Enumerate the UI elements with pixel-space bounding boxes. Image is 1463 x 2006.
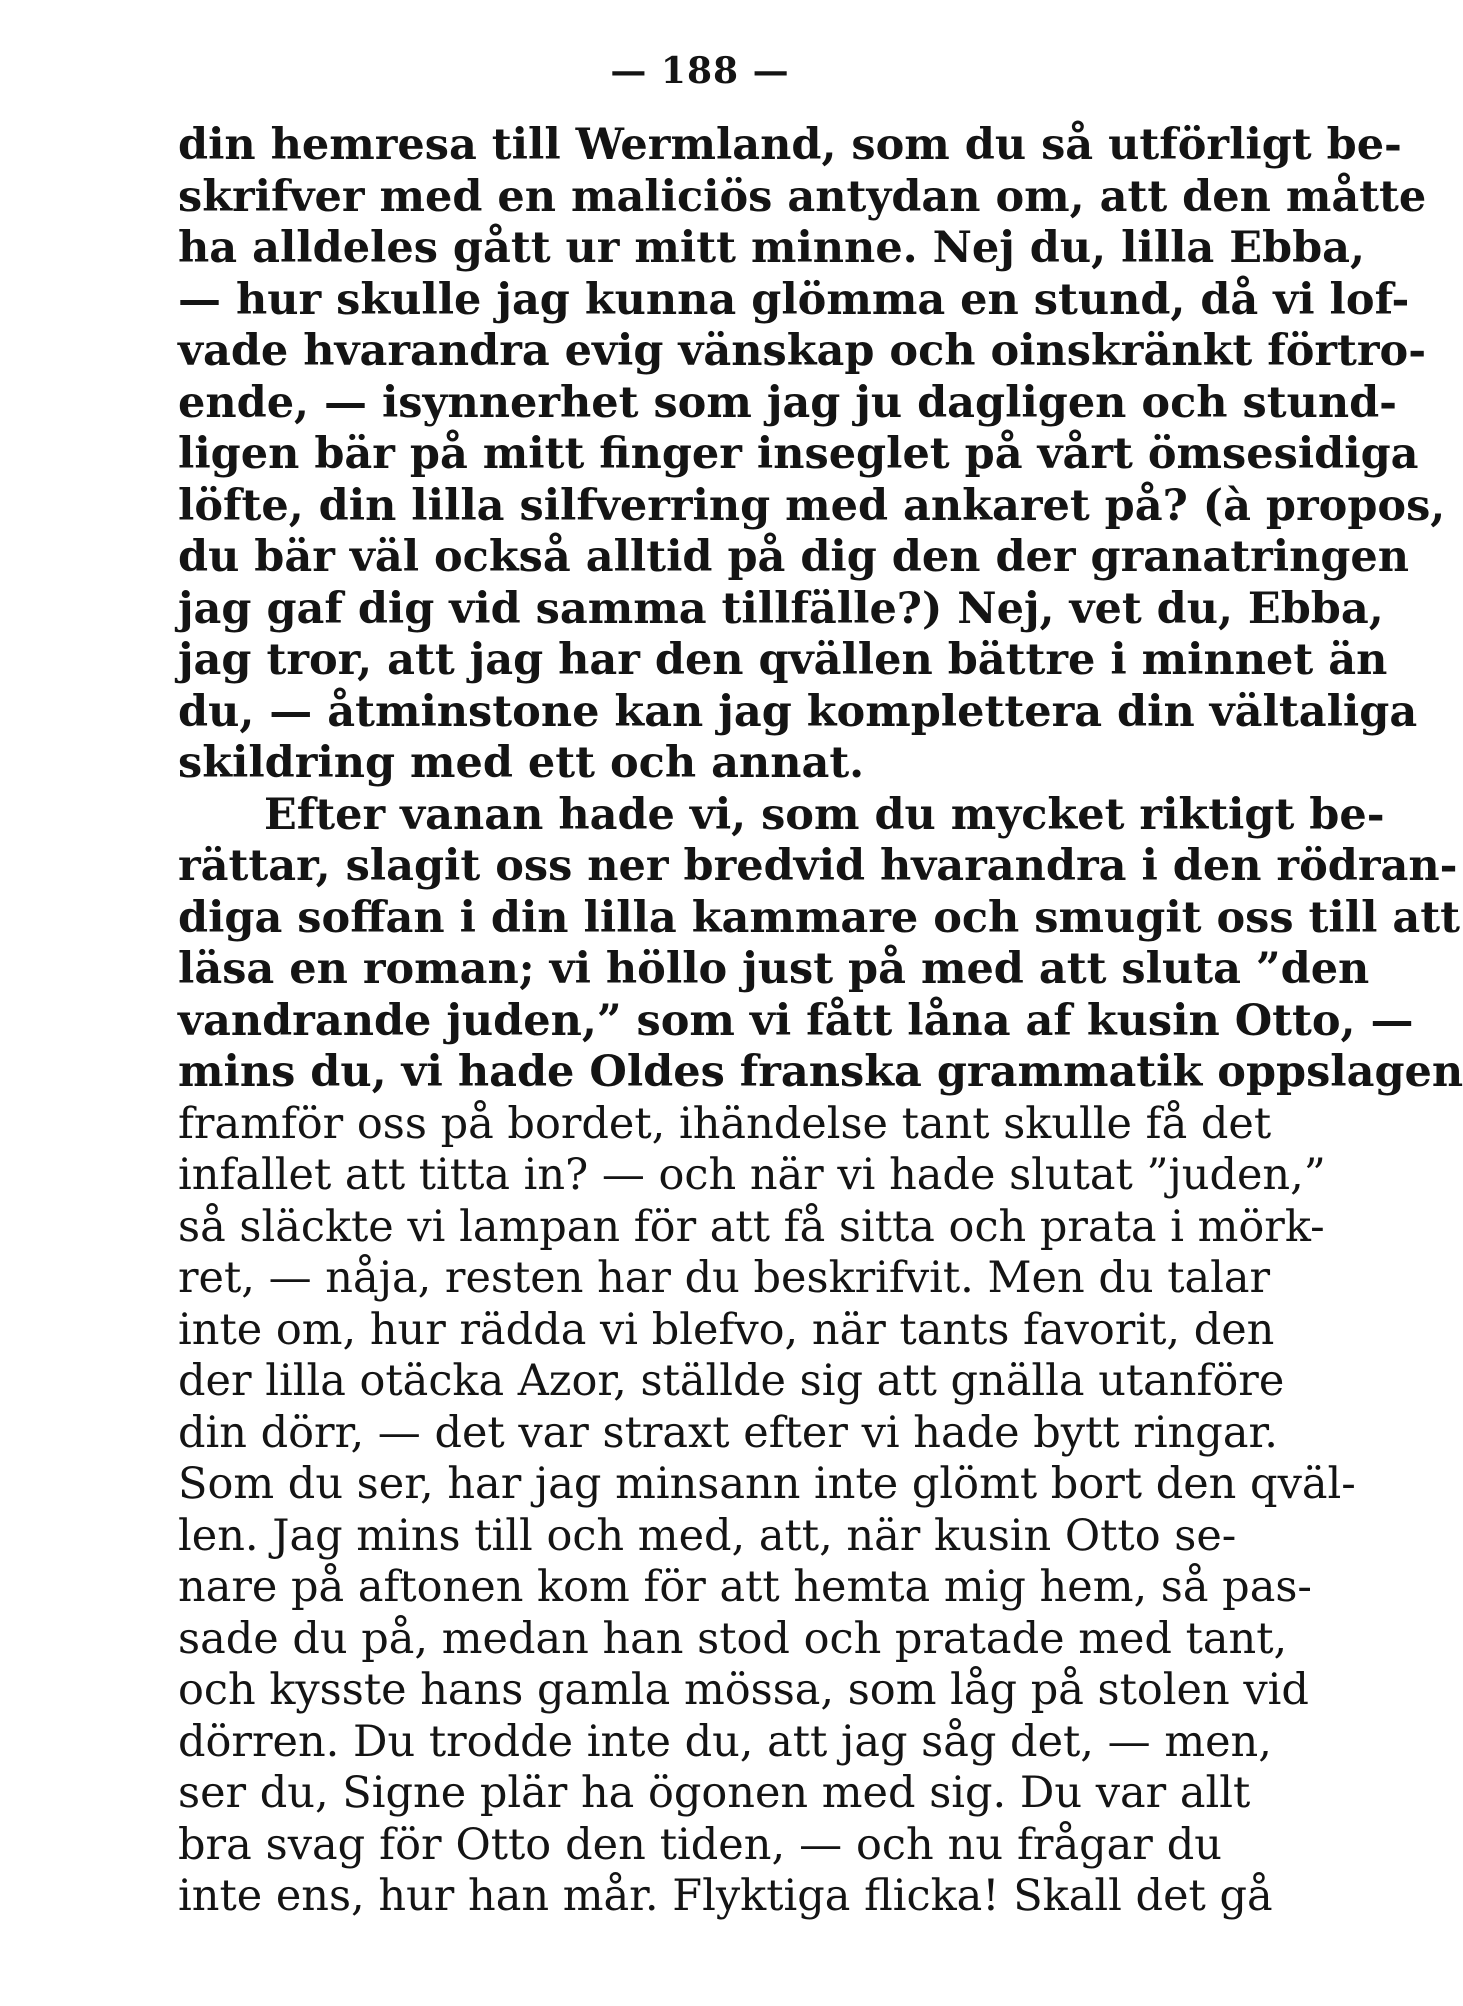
text-line: ligen bär på mitt finger inseglet på vårt ömsesidiga: [178, 429, 1419, 479]
text-line: läsa en roman; vi höllo just på med att sluta ”den: [178, 944, 1370, 994]
page-number: — 188 —: [610, 50, 790, 92]
text-line: Som du ser, har jag minsann inte glömt bort den qväl-: [178, 1459, 1356, 1509]
paragraph-end-line: skildring med ett och annat.: [178, 738, 865, 788]
text-line: — hur skulle jag kunna glömma en stund, då vi lof-: [178, 274, 1410, 325]
text-line: rättar, slagit oss ner bredvid hvarandra i den rödran-: [178, 841, 1458, 891]
text-line: inte om, hur rädda vi blefvo, när tants favorit, den: [178, 1304, 1275, 1355]
text-line: och kysste hans gamla mössa, som låg på stolen vid: [178, 1665, 1309, 1715]
text-line: ha alldeles gått ur mitt minne. Nej du, lilla Ebba,: [178, 223, 1365, 273]
text-line: nare på aftonen kom för att hemta mig hem, så pas-: [178, 1562, 1312, 1612]
text-line: ser du, Signe plär ha ögonen med sig. Du var allt: [178, 1768, 1251, 1818]
text-line: så släckte vi lampan för att få sitta och prata i mörk-: [178, 1201, 1325, 1252]
paragraph-start-line: Efter vanan hade vi, som du mycket riktigt be-: [264, 789, 1385, 840]
text-line: jag gaf dig vid samma tillfälle?) Nej, vet du, Ebba,: [178, 583, 1384, 634]
text-line: diga soffan i din lilla kammare och smugit oss till att: [178, 892, 1460, 943]
text-line: löfte, din lilla silfverring med ankaret på? (à propos,: [178, 480, 1446, 531]
text-line: sade du på, medan han stod och pratade med tant,: [178, 1613, 1288, 1664]
body-text: [178, 120, 1463, 1923]
text-line: vandrande juden,” som vi fått låna af kusin Otto, —: [178, 995, 1414, 1046]
text-line: du, — åtminstone kan jag komplettera din vältaliga: [178, 686, 1418, 737]
text-line: bra svag för Otto den tiden, — och nu frågar du: [178, 1819, 1222, 1870]
text-line: du bär väl också alltid på dig den der granatringen: [178, 532, 1410, 582]
text-line: len. Jag mins till och med, att, när kusin Otto se-: [178, 1510, 1237, 1561]
text-line: din dörr, — det var straxt efter vi hade bytt ringar.: [178, 1407, 1278, 1458]
text-line: ende, — isynnerhet som jag ju dagligen och stund-: [178, 377, 1398, 428]
text-line: der lilla otäcka Azor, ställde sig att gnälla utanföre: [178, 1356, 1285, 1406]
text-line: infallet att titta in? — och när vi hade slutat ”juden,”: [178, 1150, 1326, 1200]
text-line: jag tror, att jag har den qvällen bättre i minnet än: [178, 635, 1388, 685]
text-line: mins du, vi hade Oldes franska grammatik oppslagen: [178, 1047, 1463, 1097]
text-line: skrifver med en maliciös antydan om, att den måtte: [178, 171, 1427, 222]
text-line: inte ens, hur han mår. Flyktiga flicka! Skall det gå: [178, 1871, 1273, 1921]
text-line: ret, — nåja, resten har du beskrifvit. Men du talar: [178, 1253, 1271, 1303]
text-line: din hemresa till Wermland, som du så utförligt be-: [178, 120, 1402, 170]
text-line: vade hvarandra evig vänskap och oinskränkt förtro-: [178, 326, 1427, 376]
text-line: dörren. Du trodde inte du, att jag såg det, — men,: [178, 1716, 1272, 1767]
text-line: framför oss på bordet, ihändelse tant skulle få det: [178, 1098, 1272, 1149]
